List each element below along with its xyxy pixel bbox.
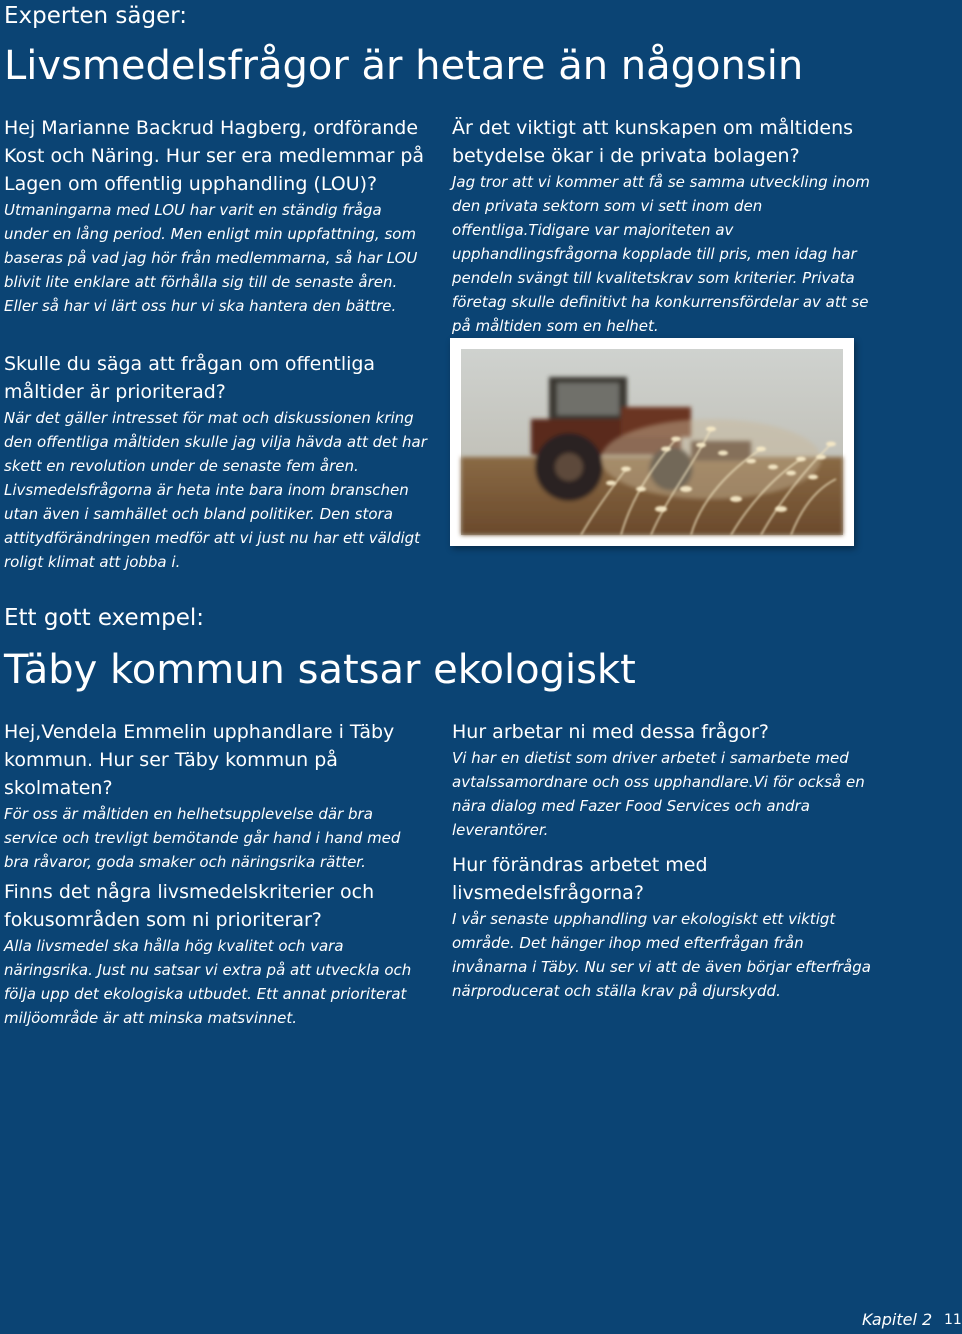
- chapter-label: Kapitel 2: [862, 1310, 933, 1329]
- answer-text: Jag tror att vi kommer att få se samma utveckling inom den privata sektorn som vi sett inom den offentliga.Tidigare var majoriteten av upphandlingsfrågorna kopplade till pris, men idag har pendeln svängt till kvalitetskrav som kriterier. Privata företag skulle definitivt ha konkurrensfördelar av att se på måltiden som en helhet.: [452, 173, 870, 335]
- tractor-photo: [450, 338, 854, 546]
- question-text: Hej,Vendela Emmelin upphandlare i Täby kommun. Hur ser Täby kommun på skolmaten?: [4, 721, 395, 799]
- question-text: Är det viktigt att kunskapen om måltidens betydelse ökar i de privata bolagen?: [452, 117, 854, 167]
- qa-block-school-food: [4, 718, 429, 874]
- qa-block-lou: [4, 114, 429, 318]
- qa-block-private: [452, 114, 882, 338]
- question-text: Hej Marianne Backrud Hagberg, ordförande Kost och Näring. Hur ser era medlemmar på Lagen om offentlig upphandling (LOU)?: [4, 117, 425, 195]
- question-text: Finns det några livsmedelskriterier och fokusområden som ni prioriterar?: [4, 881, 375, 931]
- question-text: Hur förändras arbetet med livsmedelsfrågorna?: [452, 854, 708, 904]
- section2-headline: Täby kommun satsar ekologiskt: [4, 647, 636, 693]
- question-text: Skulle du säga att frågan om offentliga måltider är prioriterad?: [4, 353, 376, 403]
- section1-kicker: Experten säger:: [4, 3, 188, 29]
- answer-text: För oss är måltiden en helhetsupplevelse där bra service och trevligt bemötande går hand i hand med bra råvaror, goda smaker och näringsrika rätter.: [4, 805, 401, 871]
- question-text: Hur arbetar ni med dessa frågor?: [452, 721, 769, 743]
- page-number: 11: [944, 1312, 962, 1328]
- section2-kicker: Ett gott exempel:: [4, 605, 204, 631]
- answer-text: Vi har en dietist som driver arbetet i samarbete med avtalssamordnare och oss upphandlare.Vi för också en nära dialog med Fazer Food Services och andra leverantörer.: [452, 749, 865, 839]
- qa-block-change: [452, 851, 882, 1003]
- qa-block-work: [452, 718, 882, 842]
- answer-text: Alla livsmedel ska hålla hög kvalitet och vara näringsrika. Just nu satsar vi extra på att utveckla och följa upp det ekologiska utbudet. Ett annat prioriterat miljöområde är att minska matsvinnet.: [4, 937, 412, 1027]
- answer-text: När det gäller intresset för mat och diskussionen kring den offentliga måltiden skulle jag vilja hävda att det har skett en revolution under de senaste fem åren. Livsmedelsfrågorna är heta inte bara inom branschen utan även i samhället och bland politiker. Den stora attitydförändringen medför att vi just nu har ett väldigt roligt klimat att jobba i.: [4, 409, 427, 571]
- tractor-field-image: [461, 349, 843, 535]
- section1-headline: Livsmedelsfrågor är hetare än någonsin: [4, 43, 804, 89]
- qa-block-criteria: [4, 878, 429, 1030]
- answer-text: Utmaningarna med LOU har varit en ständig fråga under en lång period. Men enligt min uppfattning, som baseras på vad jag hör från medlemmarna, så har LOU blivit lite enklare att förhålla sig till de senaste åren. Eller så har vi lärt oss hur vi ska hantera den bättre.: [4, 201, 418, 315]
- answer-text: I vår senaste upphandling var ekologiskt ett viktigt område. Det hänger ihop med efterfrågan från invånarna i Täby. Nu ser vi att de även börjar efterfråga närproducerat och ställa krav på djurskydd.: [452, 910, 871, 1000]
- qa-block-priority: [4, 350, 429, 574]
